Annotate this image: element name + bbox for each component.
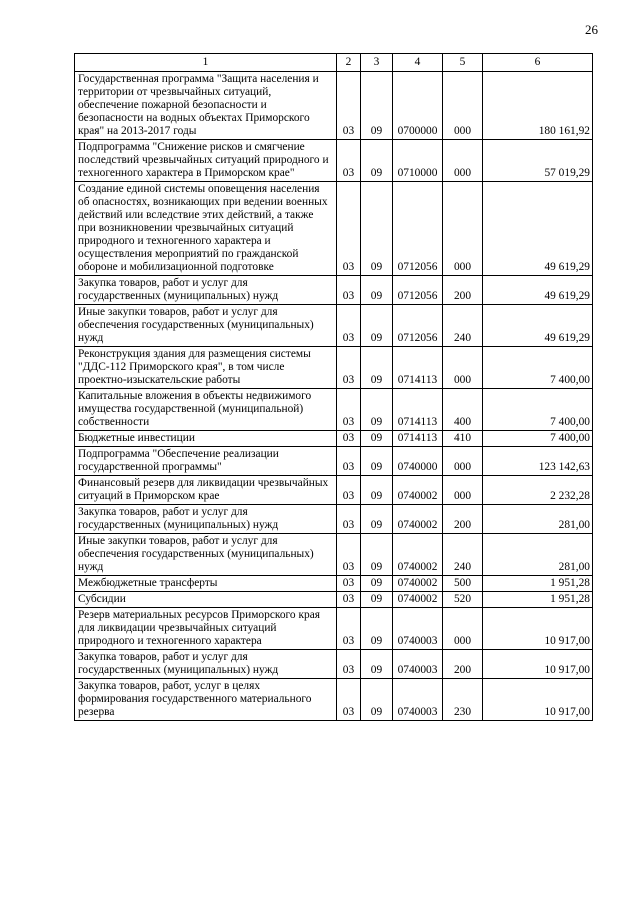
table-row xyxy=(75,650,593,679)
cell-amount: 1 951,28 xyxy=(483,592,593,608)
column-header: 2 xyxy=(337,54,361,72)
cell-section: 03 xyxy=(337,182,361,276)
cell-subsection: 09 xyxy=(361,182,393,276)
cell-section: 03 xyxy=(337,389,361,431)
cell-section: 03 xyxy=(337,505,361,534)
table-row xyxy=(75,305,593,347)
table-row xyxy=(75,389,593,431)
cell-section: 03 xyxy=(337,650,361,679)
cell-subsection: 09 xyxy=(361,431,393,447)
column-header: 1 xyxy=(75,54,337,72)
cell-subsection: 09 xyxy=(361,447,393,476)
page-number: 26 xyxy=(585,22,598,37)
column-header: 6 xyxy=(483,54,593,72)
budget-table xyxy=(74,53,593,721)
cell-target-code: 0712056 xyxy=(393,276,443,305)
cell-subsection: 09 xyxy=(361,389,393,431)
cell-amount: 57 019,29 xyxy=(483,140,593,182)
row-name: Субсидии xyxy=(75,592,337,608)
table-header-row xyxy=(75,54,593,72)
cell-target-code: 0740002 xyxy=(393,476,443,505)
cell-amount: 10 917,00 xyxy=(483,650,593,679)
table-row xyxy=(75,347,593,389)
row-name: Реконструкция здания для размещения системы "ДДС-112 Приморского края", в том числе проектно-изыскательские работы xyxy=(75,347,337,389)
cell-expense-type: 000 xyxy=(443,476,483,505)
row-name: Иные закупки товаров, работ и услуг для обеспечения государственных (муниципальных) нужд xyxy=(75,305,337,347)
table-row xyxy=(75,592,593,608)
cell-subsection: 09 xyxy=(361,347,393,389)
row-name: Межбюджетные трансферты xyxy=(75,576,337,592)
cell-subsection: 09 xyxy=(361,505,393,534)
cell-expense-type: 520 xyxy=(443,592,483,608)
row-name: Закупка товаров, работ и услуг для государственных (муниципальных) нужд xyxy=(75,505,337,534)
cell-subsection: 09 xyxy=(361,534,393,576)
cell-subsection: 09 xyxy=(361,305,393,347)
cell-section: 03 xyxy=(337,608,361,650)
cell-target-code: 0710000 xyxy=(393,140,443,182)
cell-subsection: 09 xyxy=(361,592,393,608)
cell-amount: 7 400,00 xyxy=(483,389,593,431)
cell-target-code: 0714113 xyxy=(393,347,443,389)
cell-amount: 49 619,29 xyxy=(483,182,593,276)
table-row xyxy=(75,447,593,476)
table-row xyxy=(75,576,593,592)
cell-amount: 7 400,00 xyxy=(483,431,593,447)
cell-section: 03 xyxy=(337,576,361,592)
cell-amount: 1 951,28 xyxy=(483,576,593,592)
cell-target-code: 0740002 xyxy=(393,534,443,576)
cell-expense-type: 400 xyxy=(443,389,483,431)
cell-section: 03 xyxy=(337,140,361,182)
cell-section: 03 xyxy=(337,431,361,447)
cell-target-code: 0740002 xyxy=(393,505,443,534)
cell-target-code: 0740002 xyxy=(393,592,443,608)
cell-expense-type: 000 xyxy=(443,447,483,476)
table-row xyxy=(75,534,593,576)
cell-expense-type: 000 xyxy=(443,608,483,650)
cell-expense-type: 000 xyxy=(443,72,483,140)
cell-section: 03 xyxy=(337,476,361,505)
cell-expense-type: 200 xyxy=(443,505,483,534)
cell-target-code: 0740003 xyxy=(393,608,443,650)
cell-expense-type: 200 xyxy=(443,650,483,679)
cell-subsection: 09 xyxy=(361,140,393,182)
table-row xyxy=(75,608,593,650)
cell-target-code: 0714113 xyxy=(393,431,443,447)
cell-subsection: 09 xyxy=(361,476,393,505)
cell-expense-type: 240 xyxy=(443,305,483,347)
cell-target-code: 0740003 xyxy=(393,679,443,721)
cell-target-code: 0712056 xyxy=(393,305,443,347)
row-name: Создание единой системы оповещения населения об опасностях, возникающих при ведении военных действий или вследствие этих действий, а также при возникновении чрезвычайных ситуаций природного и техногенного характера и осуществления мероприятий по гражданской обороне и мобилизационной подготовке xyxy=(75,182,337,276)
column-header: 5 xyxy=(443,54,483,72)
cell-expense-type: 000 xyxy=(443,347,483,389)
cell-amount: 180 161,92 xyxy=(483,72,593,140)
table-row xyxy=(75,182,593,276)
cell-section: 03 xyxy=(337,276,361,305)
row-name: Закупка товаров, работ, услуг в целях формирования государственного материального резерва xyxy=(75,679,337,721)
cell-expense-type: 410 xyxy=(443,431,483,447)
table-row xyxy=(75,431,593,447)
cell-subsection: 09 xyxy=(361,650,393,679)
cell-target-code: 0700000 xyxy=(393,72,443,140)
cell-subsection: 09 xyxy=(361,276,393,305)
cell-expense-type: 240 xyxy=(443,534,483,576)
table-row xyxy=(75,476,593,505)
row-name: Подпрограмма "Снижение рисков и смягчение последствий чрезвычайных ситуаций природного и техногенного характера в Приморском крае" xyxy=(75,140,337,182)
cell-target-code: 0714113 xyxy=(393,389,443,431)
row-name: Закупка товаров, работ и услуг для государственных (муниципальных) нужд xyxy=(75,276,337,305)
row-name: Иные закупки товаров, работ и услуг для обеспечения государственных (муниципальных) нужд xyxy=(75,534,337,576)
row-name: Финансовый резерв для ликвидации чрезвычайных ситуаций в Приморском крае xyxy=(75,476,337,505)
table-row xyxy=(75,505,593,534)
cell-target-code: 0740002 xyxy=(393,576,443,592)
cell-amount: 281,00 xyxy=(483,534,593,576)
cell-expense-type: 200 xyxy=(443,276,483,305)
table-row xyxy=(75,679,593,721)
cell-subsection: 09 xyxy=(361,608,393,650)
cell-section: 03 xyxy=(337,592,361,608)
row-name: Закупка товаров, работ и услуг для государственных (муниципальных) нужд xyxy=(75,650,337,679)
table-row xyxy=(75,276,593,305)
table-body xyxy=(75,72,593,721)
cell-amount: 10 917,00 xyxy=(483,679,593,721)
cell-amount: 10 917,00 xyxy=(483,608,593,650)
cell-subsection: 09 xyxy=(361,72,393,140)
cell-subsection: 09 xyxy=(361,576,393,592)
cell-target-code: 0740000 xyxy=(393,447,443,476)
cell-target-code: 0740003 xyxy=(393,650,443,679)
table-row xyxy=(75,72,593,140)
cell-amount: 281,00 xyxy=(483,505,593,534)
cell-amount: 123 142,63 xyxy=(483,447,593,476)
row-name: Подпрограмма "Обеспечение реализации государственной программы" xyxy=(75,447,337,476)
cell-subsection: 09 xyxy=(361,679,393,721)
cell-amount: 49 619,29 xyxy=(483,305,593,347)
cell-target-code: 0712056 xyxy=(393,182,443,276)
cell-section: 03 xyxy=(337,679,361,721)
cell-amount: 49 619,29 xyxy=(483,276,593,305)
cell-expense-type: 500 xyxy=(443,576,483,592)
cell-section: 03 xyxy=(337,305,361,347)
cell-section: 03 xyxy=(337,534,361,576)
cell-expense-type: 000 xyxy=(443,182,483,276)
cell-expense-type: 230 xyxy=(443,679,483,721)
cell-section: 03 xyxy=(337,347,361,389)
cell-section: 03 xyxy=(337,447,361,476)
row-name: Бюджетные инвестиции xyxy=(75,431,337,447)
row-name: Капитальные вложения в объекты недвижимого имущества государственной (муниципальной) собственности xyxy=(75,389,337,431)
cell-amount: 7 400,00 xyxy=(483,347,593,389)
row-name: Резерв материальных ресурсов Приморского края для ликвидации чрезвычайных ситуаций природного и техногенного характера xyxy=(75,608,337,650)
cell-expense-type: 000 xyxy=(443,140,483,182)
table-row xyxy=(75,140,593,182)
cell-section: 03 xyxy=(337,72,361,140)
column-header: 4 xyxy=(393,54,443,72)
cell-amount: 2 232,28 xyxy=(483,476,593,505)
row-name: Государственная программа "Защита населения и территории от чрезвычайных ситуаций, обеспечение пожарной безопасности и безопасности на водных объектах Приморского края" на 2013-2017 годы xyxy=(75,72,337,140)
column-header: 3 xyxy=(361,54,393,72)
